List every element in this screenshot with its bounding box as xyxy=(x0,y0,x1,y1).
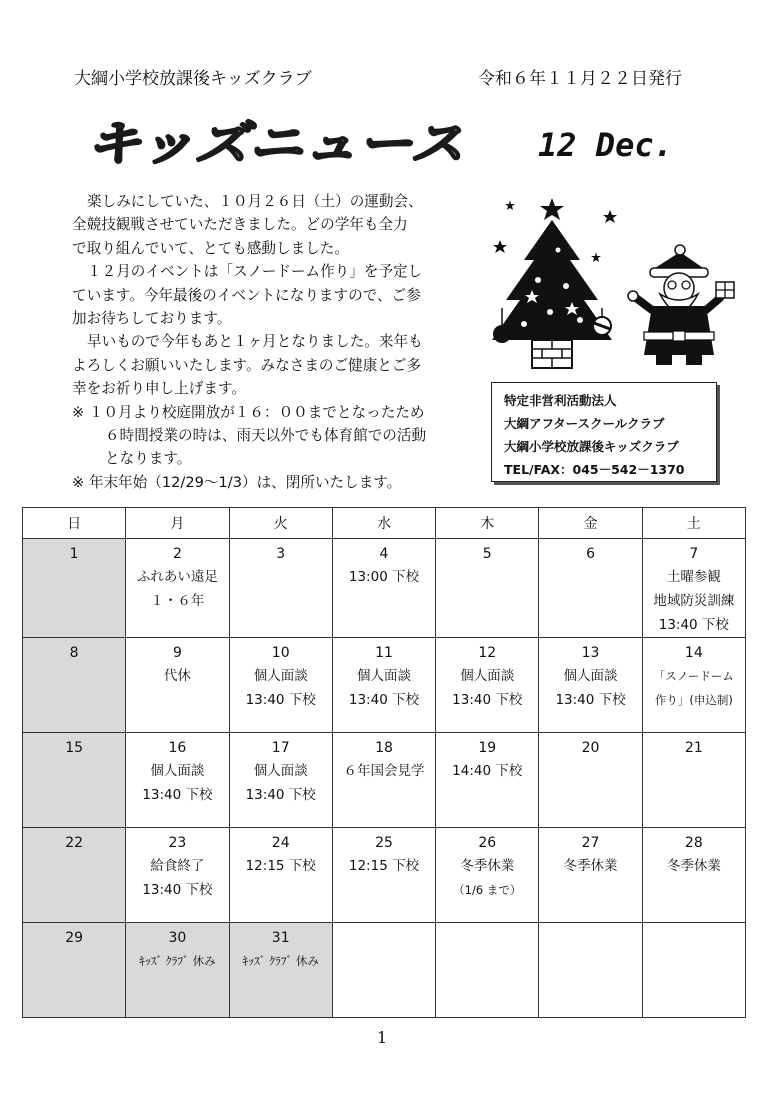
calendar-event: １・６年 xyxy=(150,593,205,609)
day-number: 24 xyxy=(271,835,290,851)
day-number: 21 xyxy=(684,740,703,756)
day-number xyxy=(643,923,745,927)
day-number: 7 xyxy=(689,546,699,562)
calendar-day-cell xyxy=(126,638,229,733)
day-number xyxy=(539,923,641,927)
day-number: 10 xyxy=(271,645,290,661)
calendar-event: 13:40 下校 xyxy=(142,882,213,898)
day-number: 15 xyxy=(65,740,84,756)
calendar-event: 個人面談 xyxy=(150,763,205,779)
message-body xyxy=(72,190,452,494)
calendar-day-cell xyxy=(332,638,435,733)
calendar-day-cell xyxy=(332,828,435,923)
day-number: 20 xyxy=(581,740,600,756)
masthead-title xyxy=(82,110,472,174)
christmas-tree-icon xyxy=(492,198,617,368)
day-number: 27 xyxy=(581,835,600,851)
santa-claus-icon xyxy=(628,245,734,365)
calendar-day-cell xyxy=(539,638,642,733)
calendar-event: 冬季休業 xyxy=(666,858,721,874)
calendar-day-cell xyxy=(126,923,229,1018)
day-number: 25 xyxy=(375,835,393,851)
contact-box xyxy=(491,382,717,482)
calendar-day-cell xyxy=(229,733,332,828)
calendar-event: 13:40 下校 xyxy=(142,787,213,803)
calendar-day-cell xyxy=(436,539,539,638)
message-line: １２月のイベントは「スノードーム作り」を予定し xyxy=(87,263,423,281)
day-number: 18 xyxy=(375,740,393,756)
weekday-header-tue: 火 xyxy=(229,508,332,539)
note-line: ※ １０月より校庭開放が１６：００までとなったため xyxy=(72,403,425,421)
calendar-body xyxy=(23,539,746,1018)
calendar-day-cell xyxy=(539,828,642,923)
calendar-day-cell xyxy=(642,733,745,828)
calendar-event: ふれあい遠足 xyxy=(136,569,218,585)
day-number: 17 xyxy=(271,740,290,756)
club-name-contact: 大綱小学校放課後キッズクラブ xyxy=(504,439,679,454)
calendar-week-row xyxy=(23,638,746,733)
calendar-event: 作り」(申込制) xyxy=(654,693,733,707)
calendar-day-cell xyxy=(332,923,435,1018)
weekday-header-fri: 金 xyxy=(539,508,642,539)
calendar-day-cell xyxy=(23,828,126,923)
calendar-day-cell xyxy=(229,923,332,1018)
day-number: 11 xyxy=(375,645,393,661)
calendar-event: 13:40 下校 xyxy=(555,692,626,708)
day-number: 12 xyxy=(478,645,497,661)
calendar-day-cell xyxy=(642,923,745,1018)
calendar-event: 13:40 下校 xyxy=(245,692,316,708)
message-line: 全競技観戦させていただきました。どの学年も全力 xyxy=(72,216,408,234)
calendar-day-cell xyxy=(642,539,745,638)
day-number xyxy=(436,923,538,927)
day-number: 28 xyxy=(684,835,703,851)
message-line: で取り組んでいて、とても感動しました。 xyxy=(72,239,349,257)
calendar-event: 14:40 下校 xyxy=(452,763,523,779)
org-type: 特定非営利活動法人 xyxy=(504,393,617,408)
note-line: ※ 年末年始（12/29～1/3）は、閉所いたします。 xyxy=(72,473,402,491)
message-line: 楽しみにしていた、１０月２６日（土）の運動会、 xyxy=(87,193,423,210)
note-line: となります。 xyxy=(105,450,192,468)
calendar-week-row xyxy=(23,923,746,1018)
calendar-day-cell xyxy=(23,733,126,828)
weekday-header-sun: 日 xyxy=(23,508,126,539)
day-number: 26 xyxy=(478,835,497,851)
day-number: 3 xyxy=(276,546,286,562)
calendar-day-cell xyxy=(539,733,642,828)
calendar-event: ｷｯｽﾞ ｸﾗﾌﾞ 休み xyxy=(139,954,216,968)
day-number: 22 xyxy=(65,835,84,851)
day-number: 31 xyxy=(271,930,290,946)
calendar-day-cell xyxy=(642,828,745,923)
day-number: 4 xyxy=(379,546,389,562)
tel-fax: TEL/FAX：045－542－1370 xyxy=(504,462,685,477)
calendar-day-cell xyxy=(23,638,126,733)
calendar-day-cell xyxy=(642,638,745,733)
christmas-illustration xyxy=(480,190,740,375)
calendar-day-cell xyxy=(126,733,229,828)
calendar-day-cell xyxy=(436,923,539,1018)
day-number: 9 xyxy=(172,645,182,661)
calendar-day-cell xyxy=(539,923,642,1018)
calendar-day-cell xyxy=(332,539,435,638)
calendar-event: 12:15 下校 xyxy=(348,858,420,874)
calendar-week-row xyxy=(23,539,746,638)
calendar-event: 13:40 下校 xyxy=(348,692,420,708)
page-number: 1 xyxy=(377,1028,388,1047)
day-number: 8 xyxy=(69,645,79,661)
weekday-header-mon: 月 xyxy=(126,508,229,539)
calendar-day-cell xyxy=(436,828,539,923)
masthead-text: キッズニュース xyxy=(86,116,464,172)
calendar-week-row xyxy=(23,828,746,923)
day-number: 23 xyxy=(168,835,187,851)
note-line: ６時間授業の時は、雨天以外でも体育館での活動 xyxy=(105,427,427,445)
calendar-day-cell xyxy=(229,539,332,638)
calendar-event: 地域防災訓練 xyxy=(653,593,735,609)
calendar-event: ｷｯｽﾞ ｸﾗﾌﾞ 休み xyxy=(242,954,319,968)
calendar-event: 13:40 下校 xyxy=(658,617,729,633)
calendar-day-cell xyxy=(332,733,435,828)
day-number: 19 xyxy=(478,740,497,756)
day-number: 29 xyxy=(65,930,84,946)
calendar-day-cell xyxy=(126,539,229,638)
calendar-week-row xyxy=(23,733,746,828)
calendar-day-cell xyxy=(436,638,539,733)
message-line: 幸をお祈り申し上げます。 xyxy=(72,380,246,398)
day-number: 30 xyxy=(168,930,187,946)
calendar-day-cell xyxy=(229,828,332,923)
calendar-event: 個人面談 xyxy=(460,668,515,684)
day-number: 1 xyxy=(69,546,79,562)
month-label: 12 Dec. xyxy=(538,126,673,164)
calendar-event: 13:00 下校 xyxy=(348,569,420,585)
day-number: 14 xyxy=(684,645,703,661)
weekday-header-row xyxy=(23,508,746,539)
calendar-event: 個人面談 xyxy=(253,763,308,779)
message-line: ています。今年最後のイベントになりますので、ご参 xyxy=(72,286,421,304)
day-number: 6 xyxy=(586,546,595,562)
day-number: 16 xyxy=(168,740,187,756)
calendar-day-cell xyxy=(436,733,539,828)
weekday-header-sat: 土 xyxy=(642,508,745,539)
calendar-day-cell xyxy=(23,923,126,1018)
calendar-event: 土曜参観 xyxy=(666,569,721,585)
calendar-event: 「スノードーム xyxy=(653,669,734,683)
day-number: 13 xyxy=(581,645,600,661)
calendar-table xyxy=(22,507,746,1018)
message-line: 早いもので今年もあと１ヶ月となりました。来年も xyxy=(87,333,423,351)
calendar-event: 13:40 下校 xyxy=(452,692,523,708)
weekday-header-wed: 水 xyxy=(332,508,435,539)
calendar-event: 冬季休業 xyxy=(563,858,618,874)
calendar-day-cell xyxy=(23,539,126,638)
calendar-day-cell xyxy=(229,638,332,733)
calendar-event: ６年国会見学 xyxy=(343,763,425,779)
calendar-day-cell xyxy=(539,539,642,638)
message-line: 加お待ちしております。 xyxy=(72,310,232,328)
calendar-event: 個人面談 xyxy=(356,668,411,684)
issue-date: 令和６年１１月２２日発行 xyxy=(478,69,682,89)
calendar-event: 個人面談 xyxy=(563,668,618,684)
calendar-event: 個人面談 xyxy=(253,668,308,684)
message-line: よろしくお願いいたします。みなさまのご健康とご多 xyxy=(72,356,422,374)
calendar-event: 12:15 下校 xyxy=(245,858,316,874)
calendar-event: 代休 xyxy=(163,668,191,684)
day-number xyxy=(333,923,435,927)
calendar-event: 冬季休業 xyxy=(460,858,515,874)
calendar-event: 給食終了 xyxy=(150,858,205,874)
day-number: 2 xyxy=(172,546,182,562)
calendar-event: （1/6 まで） xyxy=(453,883,522,897)
day-number: 5 xyxy=(482,546,492,562)
org-name: 大綱アフタースクールクラブ xyxy=(504,416,665,431)
calendar-event: 13:40 下校 xyxy=(245,787,316,803)
calendar-day-cell xyxy=(126,828,229,923)
weekday-header-thu: 木 xyxy=(436,508,539,539)
club-name: 大綱小学校放課後キッズクラブ xyxy=(74,69,312,89)
